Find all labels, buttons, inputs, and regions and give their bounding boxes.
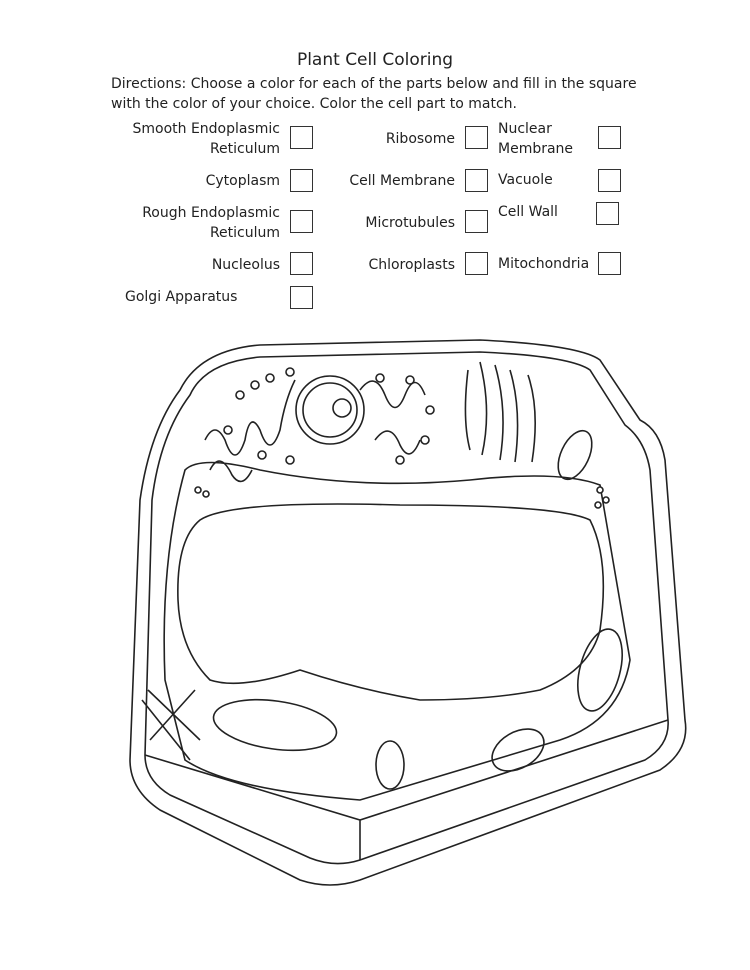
chloroplast <box>210 693 339 758</box>
label-ribosome: Ribosome <box>385 131 455 147</box>
cell-wall-edge <box>145 720 668 860</box>
mitochondrion <box>551 426 598 485</box>
golgi-apparatus <box>465 362 535 462</box>
directions-line-1: Directions: Choose a color for each of the parts below and fill in the square <box>111 76 637 92</box>
label-smooth-er: Smooth Endoplasmic Reticulum <box>132 121 280 157</box>
label-cytoplasm: Cytoplasm <box>205 173 280 189</box>
label-golgi: Golgi Apparatus <box>125 289 238 305</box>
nuclear-membrane-inner <box>303 383 357 437</box>
chloroplast <box>376 741 404 789</box>
page-title: Plant Cell Coloring <box>296 50 454 70</box>
label-cell-membrane: Cell Membrane <box>349 173 455 189</box>
nucleolus <box>333 399 351 417</box>
ribosomes <box>195 368 609 508</box>
mitochondrion <box>485 720 551 779</box>
label-nuclear-membrane: Nuclear Membrane <box>498 121 574 157</box>
label-chloroplasts: Chloroplasts <box>368 257 455 273</box>
chloroplast <box>570 624 630 715</box>
cell-membrane <box>164 463 630 801</box>
nucleus <box>296 376 364 444</box>
directions-line-2: with the color of your choice. Color the cell part to match. <box>111 96 517 112</box>
label-cell-wall: Cell Wall <box>498 204 558 220</box>
vacuole <box>178 504 603 700</box>
label-rough-er: Rough Endoplasmic Reticulum <box>142 205 280 241</box>
label-vacuole: Vacuole <box>498 172 553 188</box>
label-microtubules: Microtubules <box>365 215 455 231</box>
label-mitochondria: Mitochondria <box>498 256 590 272</box>
label-nucleolus: Nucleolus <box>211 257 280 273</box>
microtubules <box>142 690 200 760</box>
